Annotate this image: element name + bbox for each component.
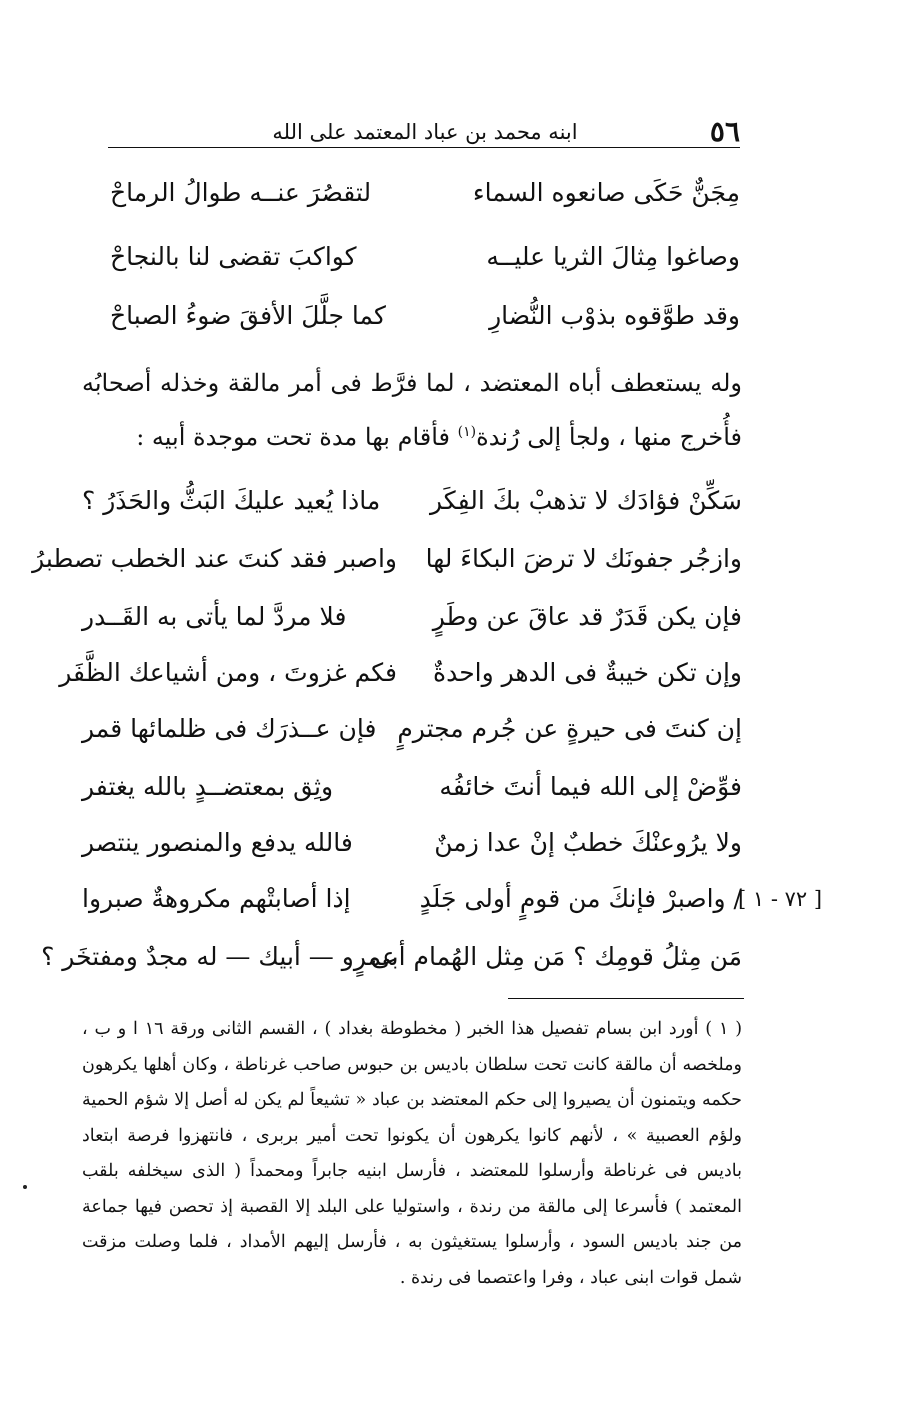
verse-hemistich-first: مَن مِثلُ قومِك ؟ مَن مِثل الهُمام أبى: [370, 942, 742, 971]
verse-line: [82, 470, 742, 532]
verse-hemistich-first: وازجُر جفونَك لا ترضَ البكاءَ لها: [425, 544, 742, 573]
verse-hemistich-first: سَكِّنْ فؤادَك لا تذهبْ بكَ الفِكَر: [430, 486, 742, 515]
footnote-rule: [508, 998, 744, 999]
prose-text-continued: فأقام بها مدة تحت موجدة أبيه :: [136, 423, 458, 451]
page-header: [110, 112, 740, 152]
header-rule: [108, 147, 740, 148]
verse-hemistich-second: واصبر فقد كنتَ عند الخطب تصطبرُ: [32, 544, 397, 573]
verse-hemistich-first: / واصبرْ فإنكَ من قومٍ أولى جَلَدٍ: [419, 884, 742, 913]
verse-hemistich-second: كما جلَّلَ الأفقَ ضوءُ الصباحْ: [110, 301, 386, 330]
verse-hemistich-second: وثِق بمعتضــدٍ بالله يغتفر: [82, 772, 334, 801]
verse-hemistich-second: إذا أصابتْهم مكروهةٌ صبروا: [82, 884, 351, 913]
verse-hemistich-second: فإن عــذرَك فى ظلمائها قمر: [82, 714, 377, 743]
verse-hemistich-second: فالله يدفع والمنصور ينتصر: [82, 828, 353, 857]
verse-hemistich-second: لتقصُرَ عنــه طوالُ الرماحْ: [110, 178, 372, 207]
verse-hemistich-first: وصاغوا مِثالَ الثريا عليــه: [486, 242, 740, 271]
verse-hemistich-second: كواكبَ تقضى لنا بالنجاحْ: [110, 242, 357, 271]
verse-line: [110, 162, 740, 224]
page-number: ٥٦: [709, 115, 740, 148]
verse-hemistich-second: عمرٍو — أبيك — له مجدٌ ومفتخَر ؟: [41, 942, 397, 971]
verse-hemistich-second: فلا مردَّ لما يأتى به القَــدر: [82, 602, 347, 631]
running-title: ابنه محمد بن عباد المعتمد على الله: [272, 120, 578, 144]
verse-hemistich-second: ماذا يُعيد عليكَ البَثُّ والحَذَرُ ؟: [82, 486, 381, 515]
verse-line: [110, 285, 740, 347]
verse-hemistich-second: فكم غزوتَ ، ومن أشياعك الظَّفَر: [59, 658, 397, 687]
verse-hemistich-first: وقد طوَّقوه بذوْب النُّضارِ: [489, 301, 740, 330]
verse-line: [82, 868, 742, 930]
margin-reference: [ ٧٢ - ١ ]: [738, 887, 823, 911]
verse-hemistich-first: فإن يكن قَدَرٌ قد عاقَ عن وطَرٍ: [432, 602, 742, 631]
footnote: ( ١ ) أورد ابن بسام تفصيل هذا الخبر ( مخطوطة بغداد ) ، القسم الثانى ورقة ١٦ ا و ب ، وملخصه أن مالقة كانت تحت سلطان باديس بن حبوس صاحب غرناطة ، وكان أهلها يكرهون حكمه ويتمنون أن يصيروا إلى حكم المعتضد بن عباد « تشيعاً لم يكن له أصل إلا شؤم الحمية ولؤم العصبية » ، لأنهم كانوا يكرهون أن يكونوا تحت أمير بربرى ، فانتهزوا فرصة ابتعاد باديس فى غرناطة وأرسلوا للمعتضد ، فأرسل ابنيه جابراً ومحمداً ( الذى سيخلفه بلقب المعتمد ) فأسرعا إلى مالقة من رندة ، واستوليا على البلد إلا القصبة إذ تحصن فيها جماعة من جند باديس السود ، وأرسلوا يستغيثون به ، فأرسل إليهم الأمداد ، فلما وصلت مزقت شمل قوات ابنى عباد ، وفرا واعتصما فى رندة .: [82, 1019, 743, 1288]
verse-line: [110, 226, 740, 288]
verse-line: [82, 812, 742, 874]
verse-line: [32, 528, 742, 590]
verse-line: [41, 926, 742, 988]
verse-line: [82, 698, 742, 760]
verse-hemistich-first: ولا يرُوعنْكَ خطبٌ إنْ عدا زمنٌ: [434, 828, 742, 857]
verse-line: [82, 756, 742, 818]
verse-hemistich-first: مِجَنٌّ حَكَى صانعوه السماء: [472, 178, 740, 207]
prose-text: وله يستعطف أباه المعتضد ، لما فرَّط فى أمر مالقة وخذله أصحابُه فأُخرج منها ، ولجأ إلى رُندة: [82, 369, 742, 451]
footnote-marker: (١): [457, 424, 477, 440]
verse-line: [59, 642, 742, 704]
verse-line: [82, 586, 742, 648]
verse-hemistich-first: وإن تكن خيبةٌ فى الدهر واحدةٌ: [433, 658, 742, 687]
verse-hemistich-first: إن كنتَ فى حيرةٍ عن جُرم مجترمٍ: [397, 714, 742, 743]
print-speck: [23, 1185, 27, 1189]
verse-hemistich-first: فوِّضْ إلى الله فيما أنتَ خائفُه: [439, 772, 742, 801]
prose-paragraph: [82, 356, 742, 464]
